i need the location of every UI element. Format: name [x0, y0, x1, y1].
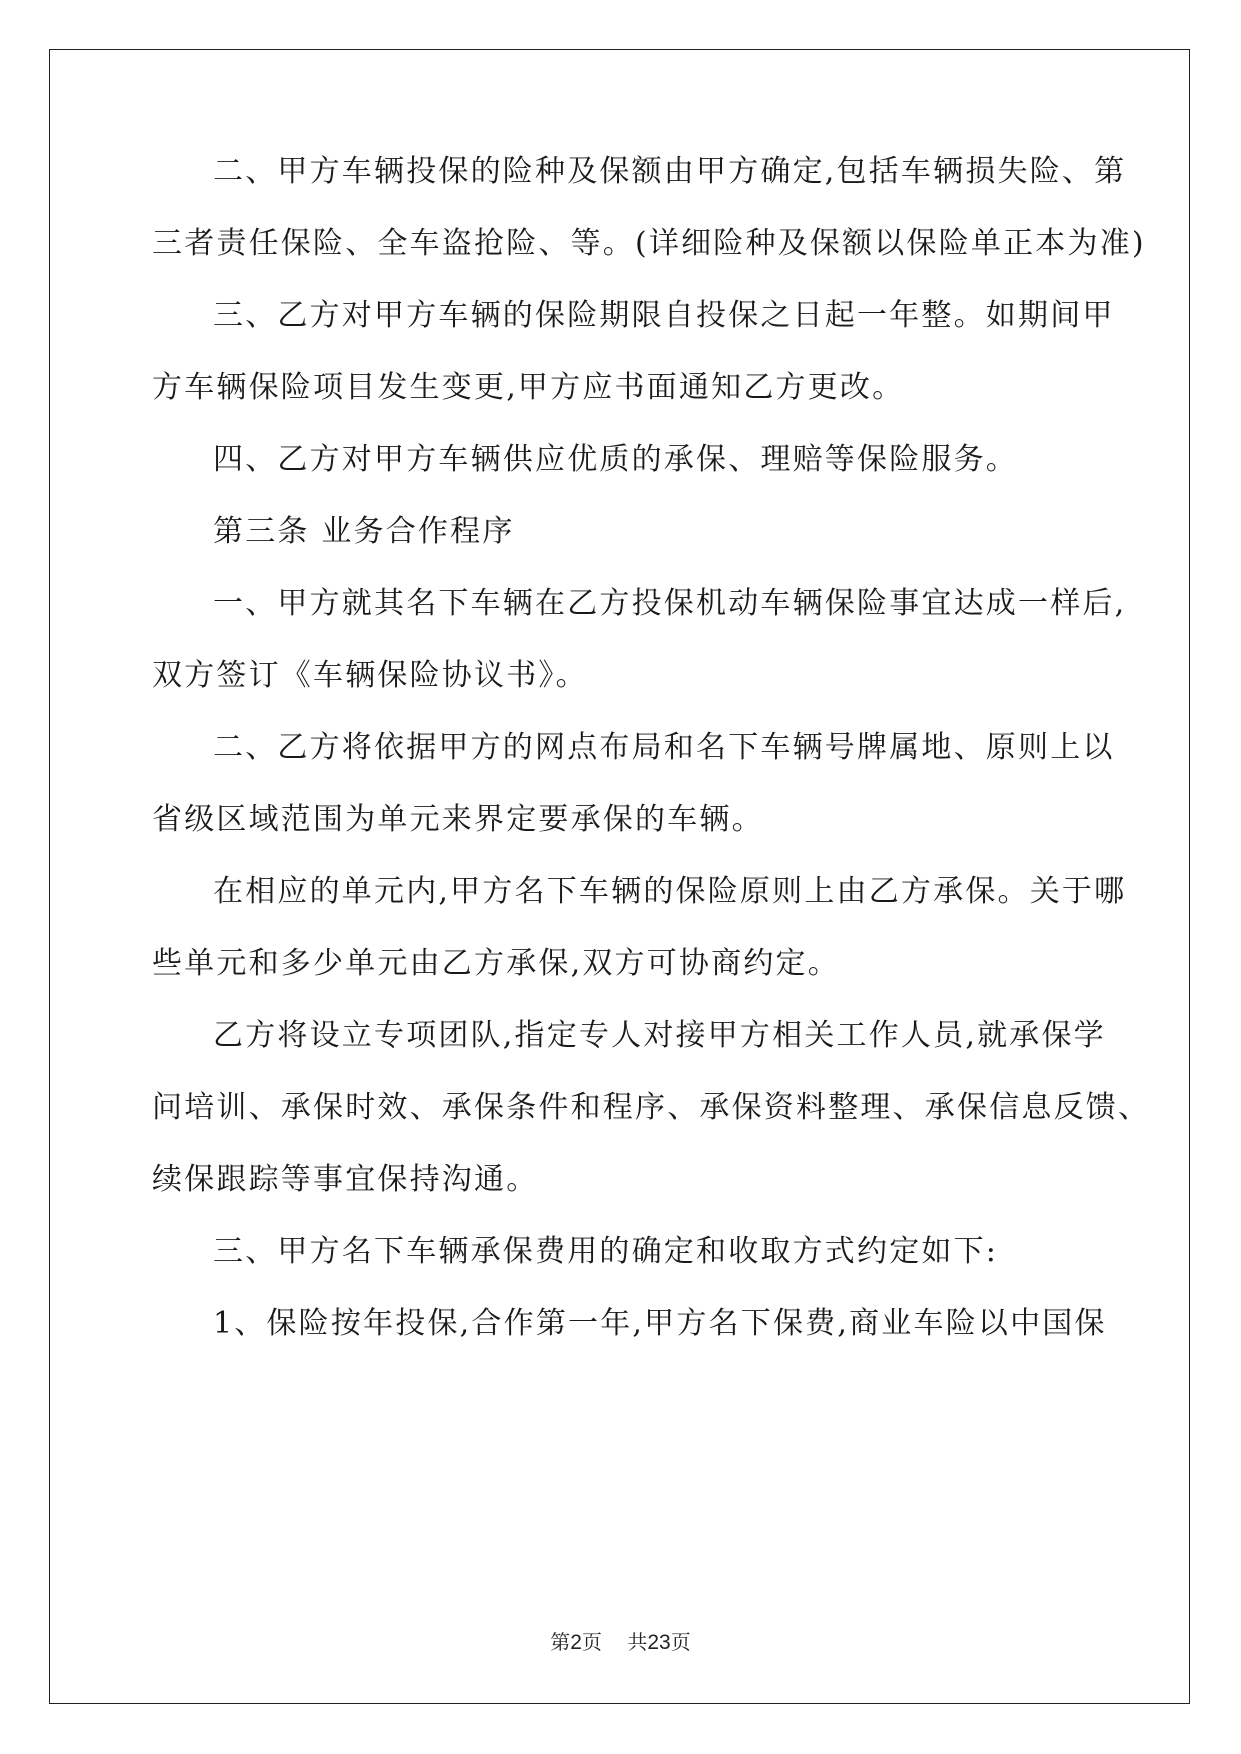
body-line: 方车辆保险项目发生变更,甲方应书面通知乙方更改。 [152, 370, 905, 405]
body-line: 三者责任保险、全车盗抢险、等。(详细险种及保额以保险单正本为准) [152, 226, 1146, 261]
body-line: 乙方将设立专项团队,指定专人对接甲方相关工作人员,就承保学 [213, 1018, 1106, 1053]
body-line: 一、甲方就其名下车辆在乙方投保机动车辆保险事宜达成一样后, [213, 586, 1127, 621]
body-line: 三、甲方名下车辆承保费用的确定和收取方式约定如下: [213, 1234, 999, 1269]
total-pages: 23 [647, 1631, 671, 1654]
footer-prefix: 第 [550, 1630, 571, 1654]
body-line: 问培训、承保时效、承保条件和程序、承保资料整理、承保信息反馈、 [152, 1090, 1151, 1125]
body-line: 1、保险按年投保,合作第一年,甲方名下保费,商业车险以中国保 [213, 1306, 1107, 1341]
page-footer [0, 1628, 1241, 1657]
body-line: 些单元和多少单元由乙方承保,双方可协商约定。 [152, 946, 840, 981]
body-line: 三、乙方对甲方车辆的保险期限自投保之日起一年整。如期间甲 [213, 298, 1115, 333]
body-line: 二、甲方车辆投保的险种及保额由甲方确定,包括车辆损失险、第 [213, 154, 1127, 189]
body-line: 省级区域范围为单元来界定要承保的车辆。 [152, 802, 764, 837]
footer-mid: 页 共 [581, 1630, 648, 1654]
body-line: 二、乙方将依据甲方的网点布局和名下车辆号牌属地、原则上以 [213, 730, 1115, 765]
page-number: 2 [570, 1631, 582, 1654]
body-line: 在相应的单元内,甲方名下车辆的保险原则上由乙方承保。关于哪 [213, 874, 1127, 909]
body-line: 续保跟踪等事宜保持沟通。 [152, 1162, 539, 1197]
section-heading: 第三条 业务合作程序 [213, 514, 515, 549]
footer-suffix: 页 [670, 1630, 691, 1654]
body-line: 双方签订《车辆保险协议书》。 [152, 658, 588, 693]
body-line: 四、乙方对甲方车辆供应优质的承保、理赔等保险服务。 [213, 442, 1018, 477]
